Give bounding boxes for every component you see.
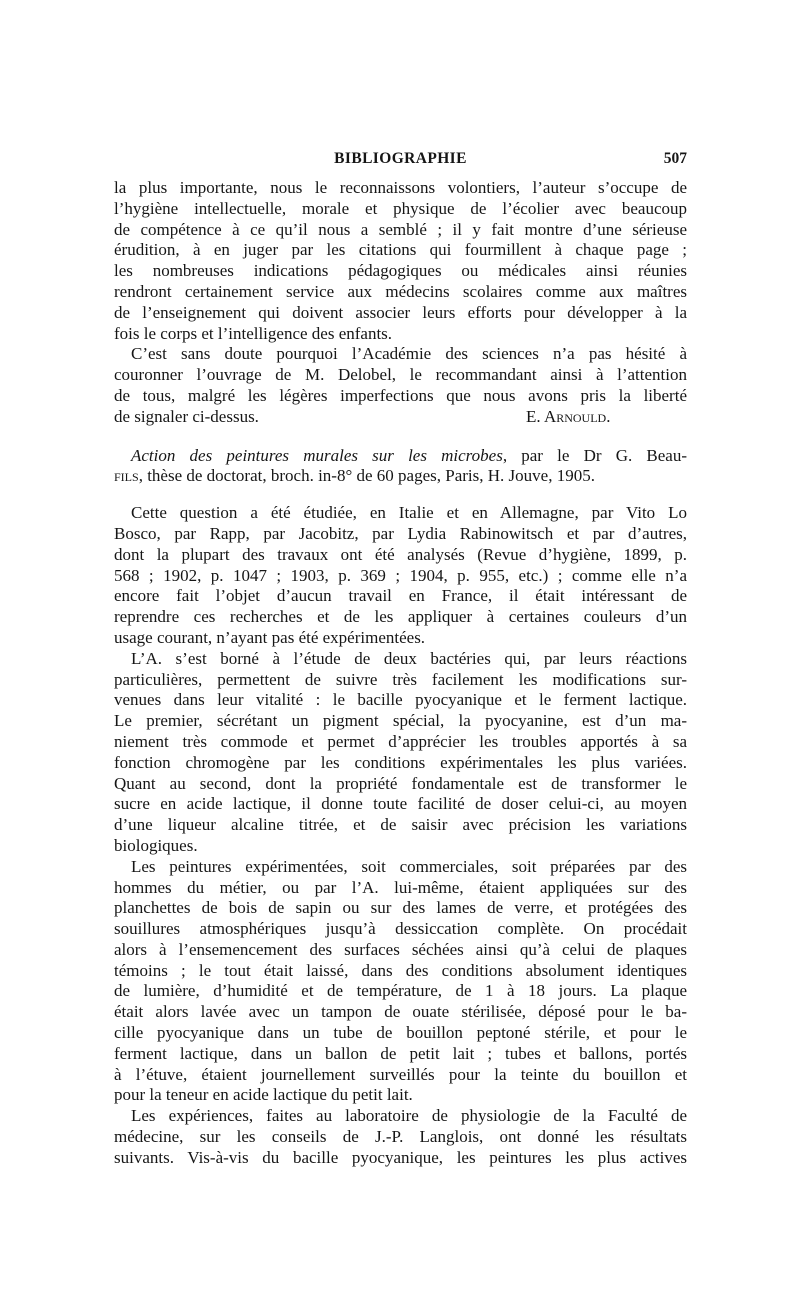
publication-details: , thèse de doctorat, broch. in-8° de 60 pages, Paris, H. Jouve, 1905. [138,466,595,486]
text-line: alors à l’ensemencement des surfaces séchées ainsi qu’à celui de plaques [114,939,687,959]
text-line: les nombreuses indications pédagogiques ou médicales ainsi réunies [114,261,687,281]
text-line: fois le corps et l’intelligence des enfants. [114,323,393,343]
paragraph [114,503,687,649]
text-line: couronner l’ouvrage de M. Delobel, le recommandant ainsi à l’attention [114,365,687,385]
review-heading [114,446,687,488]
section-gap [114,428,687,446]
text-line: pour la teneur en acide lactique du petit lait. [114,1085,413,1105]
text-line: dont la plupart des travaux ont été analysés (Revue d’hygiène, 1899, p. [114,544,687,564]
text-line: souillures atmosphériques jusqu’à dessiccation complète. On procédait [114,919,687,939]
text-line: rendront certainement service aux médecins scolaires comme aux maîtres [114,281,687,301]
running-header [114,150,687,172]
paragraph [114,857,687,1107]
body-text [114,178,687,1169]
text-line: l’hygiène intellectuelle, morale et physique de l’écolier avec beaucoup [114,198,687,218]
text-line: à l’étuve, étaient journellement surveillés pour la teinte du bouillon et [114,1064,687,1084]
text-line: Cette question a été étudiée, en Italie et en Allemagne, par Vito Lo [131,503,687,523]
text-line: de compétence à ce qu’il nous a semblé ; il y fait montre d’une sérieuse [114,219,687,239]
text-line: biologiques. [114,835,198,855]
text-line: hommes du métier, ou par l’A. lui-même, étaient appliquées sur des [114,877,687,897]
text-line: Les expériences, faites au laboratoire de physiologie de la Faculté de [131,1106,687,1126]
signature-line [114,407,687,428]
text-line: 568 ; 1902, p. 1047 ; 1903, p. 369 ; 1904, p. 955, etc.) ; comme elle n’a [114,565,687,585]
text-line: niement très commode et permet d’apprécier les troubles apportés à sa [114,731,687,751]
header-title: BIBLIOGRAPHIE [334,150,467,167]
text-line: suivants. Vis-à-vis du bacille pyocyanique, les peintures les plus actives [114,1147,687,1167]
section-gap [114,487,687,503]
author-continuation: fils [114,466,139,486]
text-line: reprendre ces recherches et de les appliquer à certaines couleurs d’un [114,607,687,627]
text-line [114,466,687,487]
text-line: planchettes de bois de sapin ou sur des lames de verre, et protégées des [114,898,687,918]
review-author: , par le Dr G. Beau- [502,445,687,465]
text-line: sucre en acide lactique, il donne toute facilité de doser celui-ci, au moyen [114,794,687,814]
text-line: de signaler ci-dessus. [114,406,259,426]
reviewer-signature: E. Arnould. [526,406,611,426]
text-line: encore fait l’objet d’aucun travail en France, il était intéressant de [114,586,687,606]
text-line: ferment lactique, dans un ballon de petit lait ; tubes et ballons, portés [114,1043,687,1063]
text-line: d’une liqueur alcaline titrée, et de saisir avec précision les variations [114,815,687,835]
text-line: usage courant, n’ayant pas été expérimentées. [114,627,426,647]
text-line: Bosco, par Rapp, par Jacobitz, par Lydia Rabinowitsch et par d’autres, [114,523,687,543]
text-line: de l’enseignement qui doivent associer leurs efforts pour développer à la [114,302,687,322]
text-line: érudition, à en juger par les citations qui fourmillent à chaque page ; [114,240,687,260]
text-line: était alors lavée avec un tampon de ouate stérilisée, déposé pour le ba- [114,1002,687,1022]
text-line: C’est sans doute pourquoi l’Académie des sciences n’a pas hésité à [131,344,687,364]
text-line: cille pyocyanique dans un tube de bouillon peptoné stérile, et pour le [114,1023,687,1043]
paragraph [114,178,687,344]
text-line: Quant au second, dont la propriété fondamentale est de transformer le [114,773,687,793]
text-line: Les peintures expérimentées, soit commerciales, soit préparées par des [131,856,687,876]
text-line [114,446,687,467]
text-line: la plus importante, nous le reconnaissons volontiers, l’auteur s’occupe de [114,178,687,197]
text-line: de tous, malgré les légères imperfections que nous avons pris la liberté [114,385,687,405]
paragraph [114,649,687,857]
paragraph [114,344,687,427]
review-title: Action des peintures murales sur les microbes [131,445,503,465]
text-line: particulières, permettent de suivre très facilement les modifications sur- [114,669,687,689]
text-line: venues dans leur vitalité : le bacille pyocyanique et le ferment lactique. [114,690,687,710]
text-line: L’A. s’est borné à l’étude de deux bactéries qui, par leurs réactions [131,648,687,668]
paragraph [114,1106,687,1168]
text-line: médecine, sur les conseils de J.-P. Langlois, ont donné les résultats [114,1127,687,1147]
text-line: fonction chromogène par les conditions expérimentales les plus variées. [114,752,687,772]
text-line: témoins ; le tout était laissé, dans des conditions absolument identiques [114,960,687,980]
text-line: de lumière, d’humidité et de température, de 1 à 18 jours. La plaque [114,981,687,1001]
text-line: Le premier, sécrétant un pigment spécial, la pyocyanine, est d’un ma- [114,711,687,731]
page-number: 507 [663,150,687,167]
